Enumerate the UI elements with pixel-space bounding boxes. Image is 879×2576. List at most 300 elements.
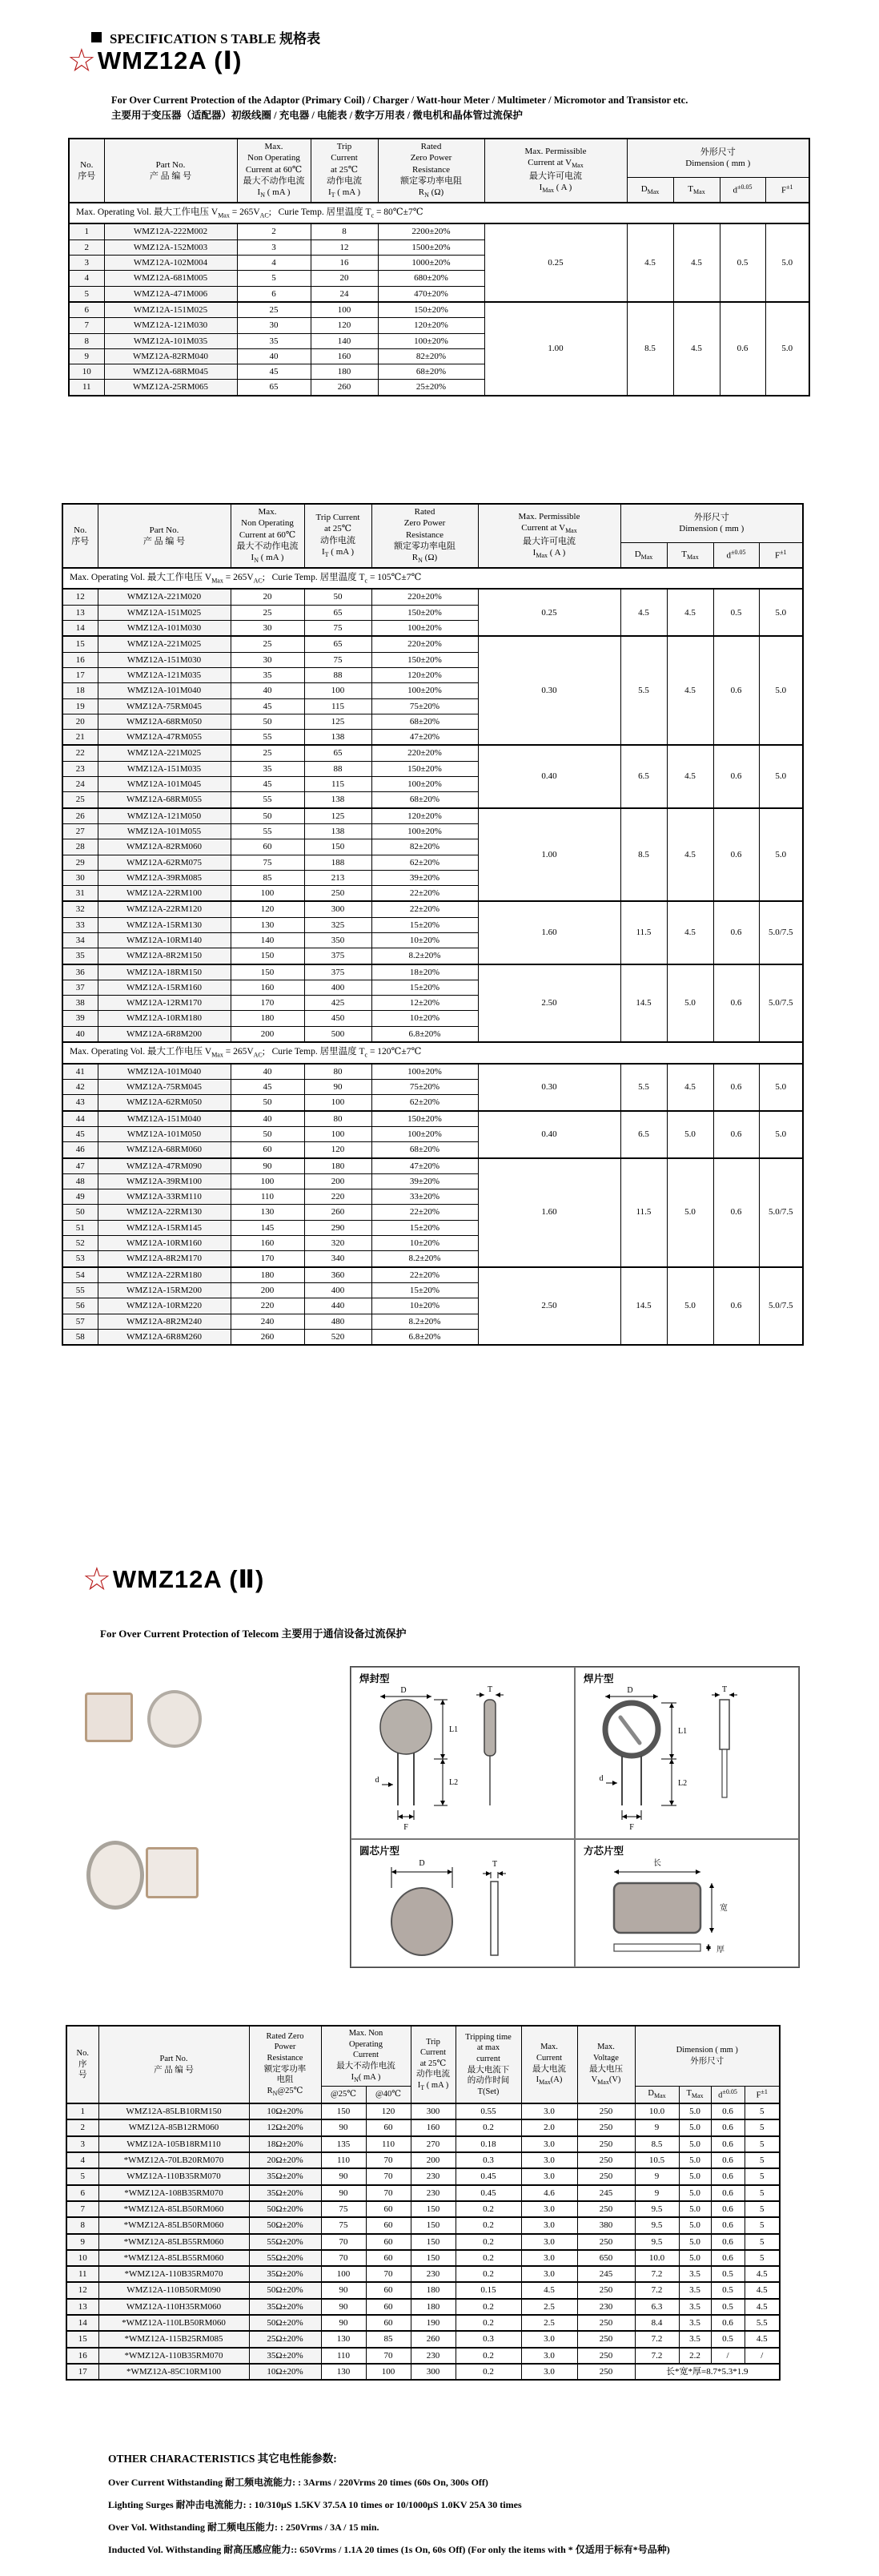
imax-cell: 0.40: [478, 1111, 620, 1158]
part-no-cell: *WMZ12A-108B35RM070: [98, 2185, 249, 2201]
rn-cell: 12±20%: [371, 996, 478, 1011]
dimension-cell: 4.5: [667, 901, 713, 964]
rn-cell: 100±20%: [371, 1126, 478, 1141]
panel-label: 焊封型: [359, 1673, 390, 1684]
data-cell: 50Ω±20%: [249, 2282, 321, 2298]
col-at-40c: @40℃: [366, 2087, 411, 2104]
row-no-cell: 19: [62, 698, 98, 714]
col-dimension-group: 外形尺寸 Dimension ( mm ): [627, 139, 809, 177]
row-no-cell: 36: [62, 964, 98, 980]
part-no-cell: *WMZ12A-85LB55RM060: [98, 2234, 249, 2250]
data-cell: 130: [321, 2364, 366, 2380]
rn-cell: 150±20%: [371, 605, 478, 620]
it-cell: 325: [304, 917, 371, 932]
imax-cell: 2.50: [478, 1267, 620, 1345]
rn-cell: 1500±20%: [378, 239, 484, 255]
data-cell: 0.6: [711, 2136, 745, 2152]
data-cell: 0.45: [456, 2168, 521, 2184]
spec-table-3: [66, 2025, 781, 2381]
dimension-cell: 5.0/7.5: [759, 901, 803, 964]
svg-text:D: D: [419, 1859, 425, 1868]
part-no-cell: WMZ12A-121M030: [104, 318, 237, 333]
in-cell: 120: [231, 901, 304, 917]
col-rated-resistance: Rated Zero Power Resistance 额定零功率电阻 $R_N$ (Ω): [378, 139, 484, 203]
data-cell: 7: [66, 2201, 98, 2217]
table-subheader: Max. Operating Vol. 最大工作电压 $V_{Max} = 265V_{AC}$; Curie Temp. 居里温度 $T_c$ = 105℃±7℃: [62, 568, 803, 590]
it-cell: 120: [311, 318, 378, 333]
col-rated-resistance: Rated Zero Power Resistance 额定零功率 电阻 $R_N@25℃$: [249, 2026, 321, 2103]
data-cell: 5: [745, 2185, 780, 2201]
row-no-cell: 29: [62, 855, 98, 870]
imax-cell: 0.30: [478, 636, 620, 745]
it-cell: 125: [304, 714, 371, 729]
imax-cell: 1.00: [484, 302, 627, 396]
data-cell: 0.18: [456, 2136, 521, 2152]
it-cell: 140: [311, 333, 378, 348]
rn-cell: 150±20%: [371, 652, 478, 667]
other-characteristic-label: Inducted Vol. Withstanding 耐高压感应能力::: [108, 2544, 300, 2555]
data-cell: 130: [321, 2331, 366, 2347]
it-cell: 80: [304, 1064, 371, 1080]
data-cell: 0.6: [711, 2250, 745, 2266]
col-dimension-group: 外形尺寸 Dimension ( mm ): [620, 504, 803, 542]
table-row: [66, 2266, 780, 2282]
part-no-cell: *WMZ12A-110B35RM070: [98, 2266, 249, 2282]
part-no-cell: WMZ12A-68RM060: [98, 1142, 231, 1158]
part-no-cell: WMZ12A-101M035: [104, 333, 237, 348]
it-cell: 200: [304, 1173, 371, 1189]
in-cell: 25: [231, 605, 304, 620]
part-no-cell: WMZ12A-152M003: [104, 239, 237, 255]
data-cell: 6.3: [635, 2299, 679, 2315]
data-cell: 5.5: [745, 2315, 780, 2331]
data-cell: 12: [66, 2282, 98, 2298]
part-no-cell: WMZ12A-12RM170: [98, 996, 231, 1011]
rn-cell: 470±20%: [378, 286, 484, 302]
in-cell: 50: [231, 1095, 304, 1111]
dimension-cell: 5.0: [759, 1064, 803, 1111]
rn-cell: 68±20%: [371, 1142, 478, 1158]
row-no-cell: 51: [62, 1220, 98, 1235]
dimension-cell: 0.6: [713, 636, 759, 745]
data-cell: /: [745, 2348, 780, 2364]
row-no-cell: 28: [62, 839, 98, 855]
data-cell: /: [711, 2348, 745, 2364]
rn-cell: 100±20%: [371, 683, 478, 698]
part-no-cell: WMZ12A-10RM160: [98, 1236, 231, 1251]
table-row: [66, 2331, 780, 2347]
it-cell: 180: [304, 1158, 371, 1174]
part-no-cell: WMZ12A-47RM055: [98, 730, 231, 746]
part-no-cell: WMZ12A-15RM200: [98, 1282, 231, 1298]
svg-text:T: T: [492, 1860, 498, 1869]
col-non-operating-current-group: Max. Non Operating Current 最大不动作电流 $I_N$( mA ): [321, 2026, 411, 2087]
row-no-cell: 14: [62, 621, 98, 637]
data-cell: 0.6: [711, 2152, 745, 2168]
imax-cell: 0.25: [478, 589, 620, 636]
col-non-operating-current: Max. Non Operating Current at 60℃ 最大不动作电流 $I_N$ ( mA ): [231, 504, 304, 568]
col-dmax: $D_{Max}$: [627, 177, 673, 202]
svg-text:d: d: [599, 1774, 604, 1783]
data-cell: 180: [411, 2299, 456, 2315]
part-no-cell: WMZ12A-22RM100: [98, 886, 231, 902]
data-cell: 90: [321, 2119, 366, 2135]
part-no-cell: WMZ12A-471M006: [104, 286, 237, 302]
row-no-cell: 54: [62, 1267, 98, 1283]
part-no-cell: WMZ12A-105B18RM110: [98, 2136, 249, 2152]
row-no-cell: 38: [62, 996, 98, 1011]
part-no-cell: WMZ12A-681M005: [104, 271, 237, 286]
data-cell: 5: [745, 2201, 780, 2217]
data-cell: 4.5: [745, 2331, 780, 2347]
it-cell: 400: [304, 1282, 371, 1298]
col-no: No. 序号: [69, 139, 104, 203]
data-cell: 0.45: [456, 2185, 521, 2201]
in-cell: 110: [231, 1189, 304, 1205]
rn-cell: 47±20%: [371, 730, 478, 746]
part-no-cell: WMZ12A-47RM090: [98, 1158, 231, 1174]
it-cell: 375: [304, 948, 371, 964]
data-cell: 245: [577, 2185, 635, 2201]
in-cell: 45: [231, 698, 304, 714]
it-cell: 360: [304, 1267, 371, 1283]
in-cell: 200: [231, 1282, 304, 1298]
part-no-cell: WMZ12A-151M040: [98, 1111, 231, 1127]
data-cell: 90: [321, 2299, 366, 2315]
rn-cell: 100±20%: [371, 777, 478, 792]
dimension-cell: 0.6: [720, 302, 765, 396]
data-cell: 250: [577, 2168, 635, 2184]
rn-cell: 8.2±20%: [371, 948, 478, 964]
dimension-cell: 4.5: [667, 589, 713, 636]
dimension-cell: 0.6: [713, 1158, 759, 1267]
it-cell: 320: [304, 1236, 371, 1251]
in-cell: 3: [237, 239, 311, 255]
data-cell: 5.0: [679, 2103, 711, 2119]
in-cell: 145: [231, 1220, 304, 1235]
data-cell: 18Ω±20%: [249, 2136, 321, 2152]
table-row: [66, 2299, 780, 2315]
dimension-cell: 5.0/7.5: [759, 964, 803, 1042]
other-characteristic-value: 650Vrms / 1.1A 20 times (1s On, 60s Off) (For only the items with * 仅适用于标有*号品种): [299, 2544, 670, 2555]
table-row: [66, 2315, 780, 2331]
data-cell: 245: [577, 2266, 635, 2282]
in-cell: 30: [237, 318, 311, 333]
table-subheader: Max. Operating Vol. 最大工作电压 $V_{Max} = 265V_{AC}$; Curie Temp. 居里温度 $T_c$ = 120℃±7℃: [62, 1042, 803, 1064]
it-cell: 350: [304, 932, 371, 948]
row-no-cell: 52: [62, 1236, 98, 1251]
dimension-cell: 4.5: [673, 302, 720, 396]
table-row: [66, 2348, 780, 2364]
data-cell: 190: [411, 2315, 456, 2331]
in-cell: 20: [231, 589, 304, 605]
part1-description: [111, 93, 832, 124]
data-cell: 90: [321, 2185, 366, 2201]
it-cell: 24: [311, 286, 378, 302]
svg-text:F: F: [403, 1823, 408, 1832]
panel-label: 焊片型: [584, 1673, 614, 1684]
col-tmax: $T_{Max}$: [673, 177, 720, 202]
dimension-cell: 4.5: [667, 745, 713, 807]
table-row: [66, 2103, 780, 2119]
panel-label: 方芯片型: [584, 1845, 624, 1857]
data-cell: 4.5: [745, 2299, 780, 2315]
table-row: [66, 2185, 780, 2201]
data-cell: 10: [66, 2250, 98, 2266]
in-cell: 100: [231, 886, 304, 902]
in-cell: 100: [231, 1173, 304, 1189]
dimension-diagrams: [350, 1666, 800, 1968]
part-no-cell: WMZ12A-151M030: [98, 652, 231, 667]
row-no-cell: 9: [69, 348, 104, 364]
table-row: [66, 2168, 780, 2184]
col-d: $d^{\pm 0.05}$: [711, 2087, 745, 2104]
table-row: [66, 2201, 780, 2217]
data-cell: 250: [577, 2364, 635, 2380]
it-cell: 160: [311, 348, 378, 364]
data-cell: 3.0: [521, 2136, 577, 2152]
other-characteristic-value: : 3Arms / 220Vrms 20 times (60s On, 300s Off): [298, 2477, 488, 2488]
in-cell: 85: [231, 870, 304, 885]
data-cell: 9: [635, 2119, 679, 2135]
dimension-cell: 4.5: [627, 223, 673, 301]
dimension-cell: 0.6: [713, 901, 759, 964]
data-cell: 2.2: [679, 2348, 711, 2364]
data-cell: 10.0: [635, 2250, 679, 2266]
in-cell: 60: [231, 839, 304, 855]
product-photo-square-chip: [146, 1847, 199, 1898]
rn-cell: 8.2±20%: [371, 1251, 478, 1267]
data-cell: 3.0: [521, 2217, 577, 2233]
col-part-no: Part No. 产 品 编 号: [98, 2026, 249, 2103]
data-cell: 4: [66, 2152, 98, 2168]
part-no-cell: WMZ12A-68RM045: [104, 364, 237, 380]
data-cell: 60: [366, 2119, 411, 2135]
svg-text:F: F: [629, 1823, 634, 1832]
col-trip-current: Trip Current at 25℃ 动作电流 $I_T$ ( mA ): [311, 139, 378, 203]
part-no-cell: WMZ12A-101M050: [98, 1126, 231, 1141]
row-no-cell: 42: [62, 1080, 98, 1095]
part2-description: For Over Current Protection of Telecom 主要用于通信设备过流保护: [100, 1628, 407, 1640]
row-no-cell: 48: [62, 1173, 98, 1189]
in-cell: 30: [231, 652, 304, 667]
data-cell: 70: [321, 2234, 366, 2250]
data-cell: 60: [366, 2299, 411, 2315]
dimension-cell: 5.0: [759, 636, 803, 745]
it-cell: 125: [304, 808, 371, 824]
data-cell: 250: [577, 2119, 635, 2135]
data-cell: 160: [411, 2119, 456, 2135]
data-cell: 60: [366, 2315, 411, 2331]
it-cell: 120: [304, 1142, 371, 1158]
in-cell: 260: [231, 1329, 304, 1345]
data-cell: 70: [366, 2185, 411, 2201]
rn-cell: 25±20%: [378, 380, 484, 396]
data-cell: 0.6: [711, 2168, 745, 2184]
data-cell: 100: [366, 2364, 411, 2380]
part-no-cell: WMZ12A-121M035: [98, 667, 231, 682]
row-no-cell: 2: [69, 239, 104, 255]
data-cell: 0.6: [711, 2185, 745, 2201]
product-photo-square-chip: [85, 1693, 133, 1742]
col-part-no: Part No. 产 品 编 号: [98, 504, 231, 568]
dimension-cell: 0.5: [713, 589, 759, 636]
data-cell: 150: [321, 2103, 366, 2119]
data-cell: 10Ω±20%: [249, 2103, 321, 2119]
data-cell: 9: [66, 2234, 98, 2250]
row-no-cell: 6: [69, 302, 104, 318]
imax-cell: 2.50: [478, 964, 620, 1042]
data-cell: 70: [366, 2348, 411, 2364]
row-no-cell: 1: [69, 223, 104, 239]
data-cell: 5.0: [679, 2217, 711, 2233]
rn-cell: 8.2±20%: [371, 1314, 478, 1329]
other-characteristic-line: [108, 2498, 837, 2511]
data-cell: 250: [577, 2103, 635, 2119]
it-cell: 180: [311, 364, 378, 380]
data-cell: 8.4: [635, 2315, 679, 2331]
it-cell: 138: [304, 792, 371, 808]
col-max-current: Max. Current 最大电流 $I_{Max}(A)$: [521, 2026, 577, 2103]
row-no-cell: 24: [62, 777, 98, 792]
data-cell: 7.2: [635, 2331, 679, 2347]
in-cell: 55: [231, 823, 304, 839]
data-cell: 3.0: [521, 2348, 577, 2364]
data-cell: 70: [321, 2250, 366, 2266]
dimension-cell: 5.0: [759, 1111, 803, 1158]
spec-table-2: [62, 503, 804, 1346]
row-no-cell: 22: [62, 745, 98, 761]
dimension-merged-cell: 长*宽*厚=8.7*5.3*1.9: [635, 2364, 780, 2380]
dimension-cell: 5.0: [667, 1267, 713, 1345]
data-cell: 200: [411, 2152, 456, 2168]
dimension-cell: 4.5: [667, 1064, 713, 1111]
row-no-cell: 4: [69, 271, 104, 286]
in-cell: 170: [231, 1251, 304, 1267]
part-no-cell: WMZ12A-85LB10RM150: [98, 2103, 249, 2119]
data-cell: 3.0: [521, 2201, 577, 2217]
table-row: [66, 2217, 780, 2233]
in-cell: 90: [231, 1158, 304, 1174]
data-cell: 0.3: [456, 2331, 521, 2347]
data-cell: 120: [366, 2103, 411, 2119]
col-max-voltage: Max. Voltage 最大电压 $V_{Max}(V)$: [577, 2026, 635, 2103]
rn-cell: 6.8±20%: [371, 1026, 478, 1042]
part-no-cell: WMZ12A-85B12RM060: [98, 2119, 249, 2135]
it-cell: 65: [304, 605, 371, 620]
data-cell: 0.55: [456, 2103, 521, 2119]
figures-section: [0, 1666, 879, 1974]
row-no-cell: 34: [62, 932, 98, 948]
rn-cell: 120±20%: [371, 667, 478, 682]
rn-cell: 150±20%: [378, 302, 484, 318]
it-cell: 300: [304, 901, 371, 917]
in-cell: 25: [237, 302, 311, 318]
row-no-cell: 49: [62, 1189, 98, 1205]
data-cell: 3.5: [679, 2331, 711, 2347]
row-no-cell: 5: [69, 286, 104, 302]
col-part-no: Part No. 产 品 编 号: [104, 139, 237, 203]
row-no-cell: 33: [62, 917, 98, 932]
it-cell: 340: [304, 1251, 371, 1267]
col-tripping-time: Tripping time at max current 最大电流下 的动作时间 T(Set): [456, 2026, 521, 2103]
table-row: [62, 964, 803, 980]
dimension-cell: 0.6: [713, 1111, 759, 1158]
data-cell: 14: [66, 2315, 98, 2331]
other-characteristics-heading: OTHER CHARACTERISTICS 其它电性能参数:: [108, 2453, 337, 2465]
part-no-cell: WMZ12A-15RM160: [98, 980, 231, 995]
row-no-cell: 16: [62, 652, 98, 667]
it-cell: 500: [304, 1026, 371, 1042]
col-tmax: $T_{Max}$: [667, 542, 713, 567]
other-characteristic-label: Over Current Withstanding 耐工频电流能力:: [108, 2477, 299, 2488]
star-icon: ☆: [82, 1561, 111, 1598]
it-cell: 90: [304, 1080, 371, 1095]
data-cell: 0.6: [711, 2119, 745, 2135]
spec-table-1: [68, 138, 810, 396]
data-cell: 230: [411, 2266, 456, 2282]
dimension-cell: 0.6: [713, 1267, 759, 1345]
data-cell: 70: [366, 2168, 411, 2184]
it-cell: 450: [304, 1011, 371, 1026]
dimension-cell: 14.5: [620, 964, 667, 1042]
data-cell: 2: [66, 2119, 98, 2135]
dimension-cell: 5.5: [620, 1064, 667, 1111]
part-no-cell: WMZ12A-151M035: [98, 761, 231, 776]
in-cell: 6: [237, 286, 311, 302]
rn-cell: 100±20%: [378, 333, 484, 348]
it-cell: 88: [304, 667, 371, 682]
rn-cell: 220±20%: [371, 745, 478, 761]
data-cell: 0.2: [456, 2348, 521, 2364]
row-no-cell: 30: [62, 870, 98, 885]
data-cell: 4.6: [521, 2185, 577, 2201]
part-no-cell: WMZ12A-102M004: [104, 256, 237, 271]
it-cell: 115: [304, 777, 371, 792]
data-cell: 230: [577, 2299, 635, 2315]
part-no-cell: WMZ12A-15RM130: [98, 917, 231, 932]
row-no-cell: 56: [62, 1298, 98, 1314]
data-cell: 3.0: [521, 2234, 577, 2250]
part-no-cell: WMZ12A-8R2M150: [98, 948, 231, 964]
data-cell: 3.0: [521, 2266, 577, 2282]
other-characteristic-line: [108, 2475, 837, 2489]
part-no-cell: WMZ12A-25RM065: [104, 380, 237, 396]
row-no-cell: 11: [69, 380, 104, 396]
other-characteristic-value: : 250Vrms / 3A / 15 min.: [280, 2522, 379, 2533]
part-no-cell: *WMZ12A-85LB50RM060: [98, 2201, 249, 2217]
part-no-cell: WMZ12A-221M020: [98, 589, 231, 605]
in-cell: 35: [237, 333, 311, 348]
part-no-cell: *WMZ12A-85LB55RM060: [98, 2250, 249, 2266]
it-cell: 250: [304, 886, 371, 902]
table-row: [62, 1158, 803, 1174]
col-dmax: $D_{Max}$: [635, 2087, 679, 2104]
data-cell: 60: [366, 2217, 411, 2233]
in-cell: 160: [231, 980, 304, 995]
rn-cell: 75±20%: [371, 1080, 478, 1095]
product-photo-round-disc: [86, 1841, 144, 1910]
in-cell: 55: [231, 730, 304, 746]
part-no-cell: *WMZ12A-85C10RM100: [98, 2364, 249, 2380]
table-row: [62, 1064, 803, 1080]
in-cell: 220: [231, 1298, 304, 1314]
data-cell: 35Ω±20%: [249, 2348, 321, 2364]
row-no-cell: 32: [62, 901, 98, 917]
data-cell: 230: [411, 2185, 456, 2201]
in-cell: 60: [231, 1142, 304, 1158]
part-no-cell: WMZ12A-22RM120: [98, 901, 231, 917]
